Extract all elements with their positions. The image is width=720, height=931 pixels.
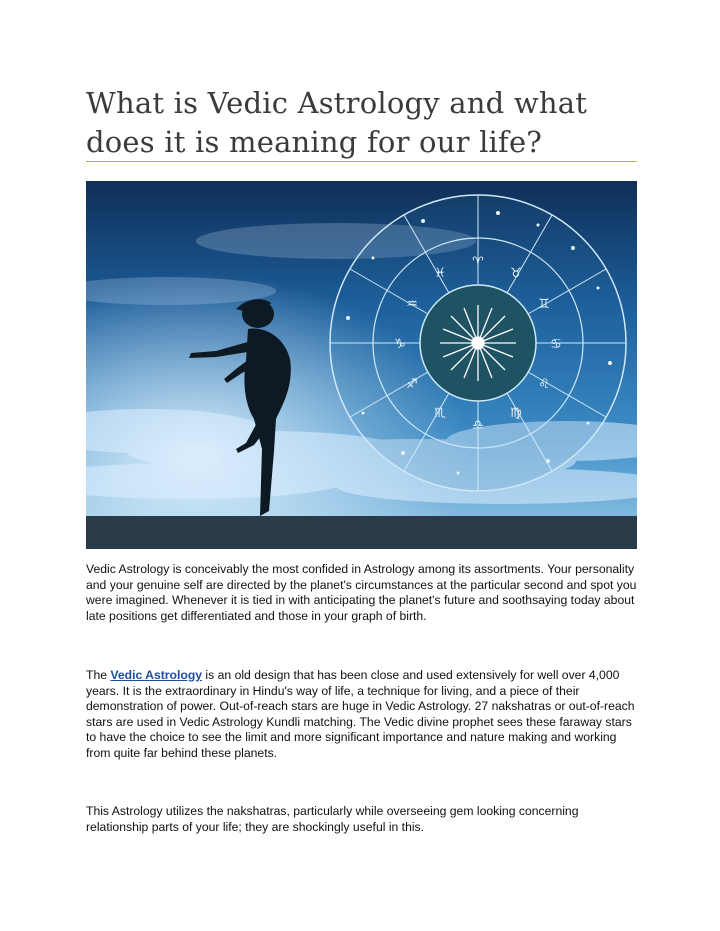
title-underline-rule bbox=[86, 161, 637, 162]
svg-text:♏: ♏ bbox=[434, 406, 446, 421]
star-burst-icon bbox=[440, 305, 516, 381]
svg-text:♐: ♐ bbox=[406, 377, 418, 392]
svg-text:♉: ♉ bbox=[510, 266, 522, 281]
svg-text:♒: ♒ bbox=[406, 297, 418, 312]
ground bbox=[86, 516, 637, 549]
svg-text:♈: ♈ bbox=[472, 255, 484, 270]
paragraph-lead-text: The bbox=[86, 668, 111, 682]
paragraph-vedic-history bbox=[86, 668, 642, 761]
svg-text:♋: ♋ bbox=[550, 337, 562, 352]
svg-text:♊: ♊ bbox=[538, 297, 550, 312]
paragraph-body-text: is an old design that has been close and used extensively for well over 4,000 years. It is the extraordinary in Hindu's way of life, a technique for living, and a piece of their demonstration of power. Out-of-reach stars are huge in Vedic Astrology. 27 nakshatras or out-of-reach stars are used in Vedic Astrology Kundli matching. The Vedic divine prophet sees these faraway stars to have the choice to see the limit and more significant importance and nature making and working from quite far behind these planets. bbox=[86, 668, 635, 760]
paragraph-intro: Vedic Astrology is conceivably the most confided in Astrology among its assortments. Your personality and your genuine self are directed by the planet's circumstances at the particular second and spot you were imagined. Whenever it is tied in with anticipating the planet's future and soothsaying today about late positions get differentiated and those in your graph of birth. bbox=[86, 562, 637, 623]
svg-text:♌: ♌ bbox=[538, 377, 550, 392]
article-title: What is Vedic Astrology and what does it is meaning for our life? bbox=[86, 86, 588, 159]
zodiac-wheel bbox=[330, 195, 626, 491]
hero-image bbox=[86, 181, 637, 549]
svg-text:♓: ♓ bbox=[434, 266, 446, 281]
paragraph-nakshatras: This Astrology utilizes the nakshatras, particularly while overseeing gem looking concerning relationship parts of your life; they are shockingly useful in this. bbox=[86, 804, 579, 834]
svg-text:♍: ♍ bbox=[510, 406, 522, 421]
svg-text:♎: ♎ bbox=[472, 418, 484, 433]
svg-text:♑: ♑ bbox=[394, 337, 406, 352]
vedic-astrology-link[interactable]: Vedic Astrology bbox=[110, 668, 203, 682]
